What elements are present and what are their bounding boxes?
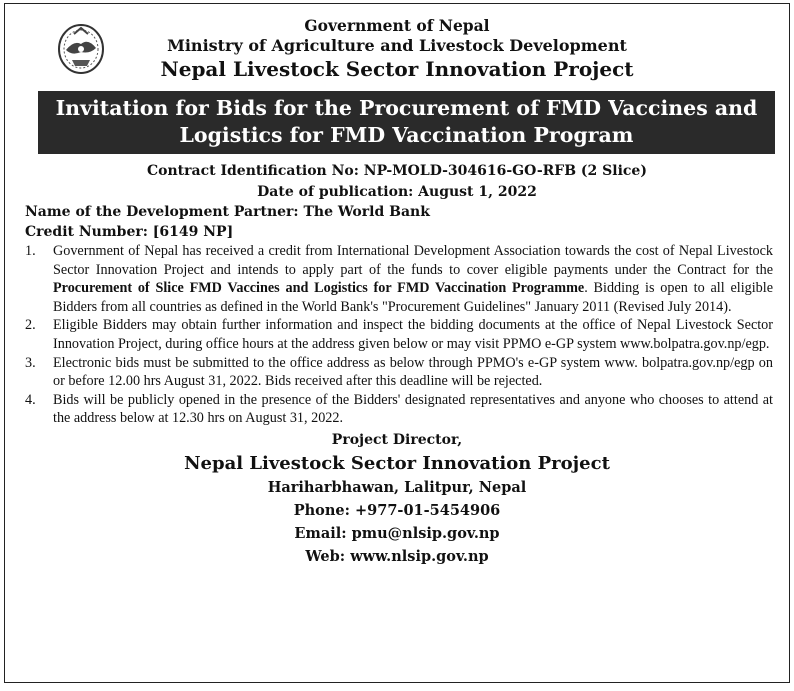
- ministry-title: Ministry of Agriculture and Livestock Development: [167, 36, 627, 55]
- publication-date: Date of publication: August 1, 2022: [257, 184, 537, 200]
- item-text-bold: Procurement of Slice FMD Vaccines and Logistics for FMD Vaccination Programme: [53, 280, 585, 297]
- notice-page: [4, 3, 790, 683]
- footer-project-name: Nepal Livestock Sector Innovation Project: [184, 452, 610, 474]
- list-item: [25, 316, 773, 353]
- footer-web: Web: www.nlsip.gov.np: [305, 547, 489, 565]
- project-title: Nepal Livestock Sector Innovation Project: [160, 57, 634, 81]
- banner-line-2: Logistics for FMD Vaccination Program: [179, 123, 634, 147]
- item-number: 3.: [25, 354, 36, 371]
- item-number: 2.: [25, 317, 36, 334]
- item-text: Electronic bids must be submitted to the office address as below through PPMO's e-GP system www. bolpatra.gov.np/egp on or before 12.00 hrs August 31, 2022. Bids received after this deadline will be rejected.: [53, 354, 773, 390]
- bid-invitation-banner: [38, 91, 775, 154]
- item-number: 1.: [25, 243, 36, 259]
- footer-address: Hariharbhawan, Lalitpur, Nepal: [267, 478, 527, 496]
- item-text: Bids will be publicly opened in the presence of the Bidders' designated representatives and anyone who chooses to attend at the address below at 12.30 hrs on August 31, 2022.: [53, 391, 773, 427]
- credit-number: Credit Number: [6149 NP]: [25, 224, 234, 240]
- footer-phone: Phone: +977-01-5454906: [293, 501, 501, 519]
- development-partner: Name of the Development Partner: The World Bank: [25, 204, 430, 220]
- item-text: Government of Nepal has received a credit from International Development Association towards the cost of Nepal Livestock Sector Innovation Project and intends to apply part of the funds to cover eligible payments under the Contract for the: [53, 243, 773, 278]
- item-number: 4.: [25, 391, 36, 408]
- list-item: [25, 354, 773, 391]
- list-item: [25, 391, 773, 428]
- header: [5, 4, 789, 82]
- list-item: [25, 242, 773, 316]
- government-title: Government of Nepal: [304, 16, 490, 35]
- bid-conditions-list: [5, 242, 789, 428]
- item-text-end: . Bidding is open to all eligible Bidders from all countries as defined in the World Bank's "Procurement Guidelines" January 2011 (Revised July 2014).: [53, 280, 773, 315]
- item-text: Eligible Bidders may obtain further information and inspect the bidding documents at the office of Nepal Livestock Sector Innovation Project, during office hours at the address given below or may visit PPMO e-GP system www.bolpatra.gov.np/egp.: [53, 317, 773, 352]
- banner-line-1: Invitation for Bids for the Procurement of FMD Vaccines and: [55, 96, 758, 120]
- contract-identification: Contract Identification No: NP-MOLD-304616-GO-RFB (2 Slice): [147, 163, 647, 179]
- nepal-emblem-icon: [54, 20, 108, 78]
- project-director: Project Director,: [331, 431, 463, 448]
- footer-email: Email: pmu@nlsip.gov.np: [294, 524, 500, 542]
